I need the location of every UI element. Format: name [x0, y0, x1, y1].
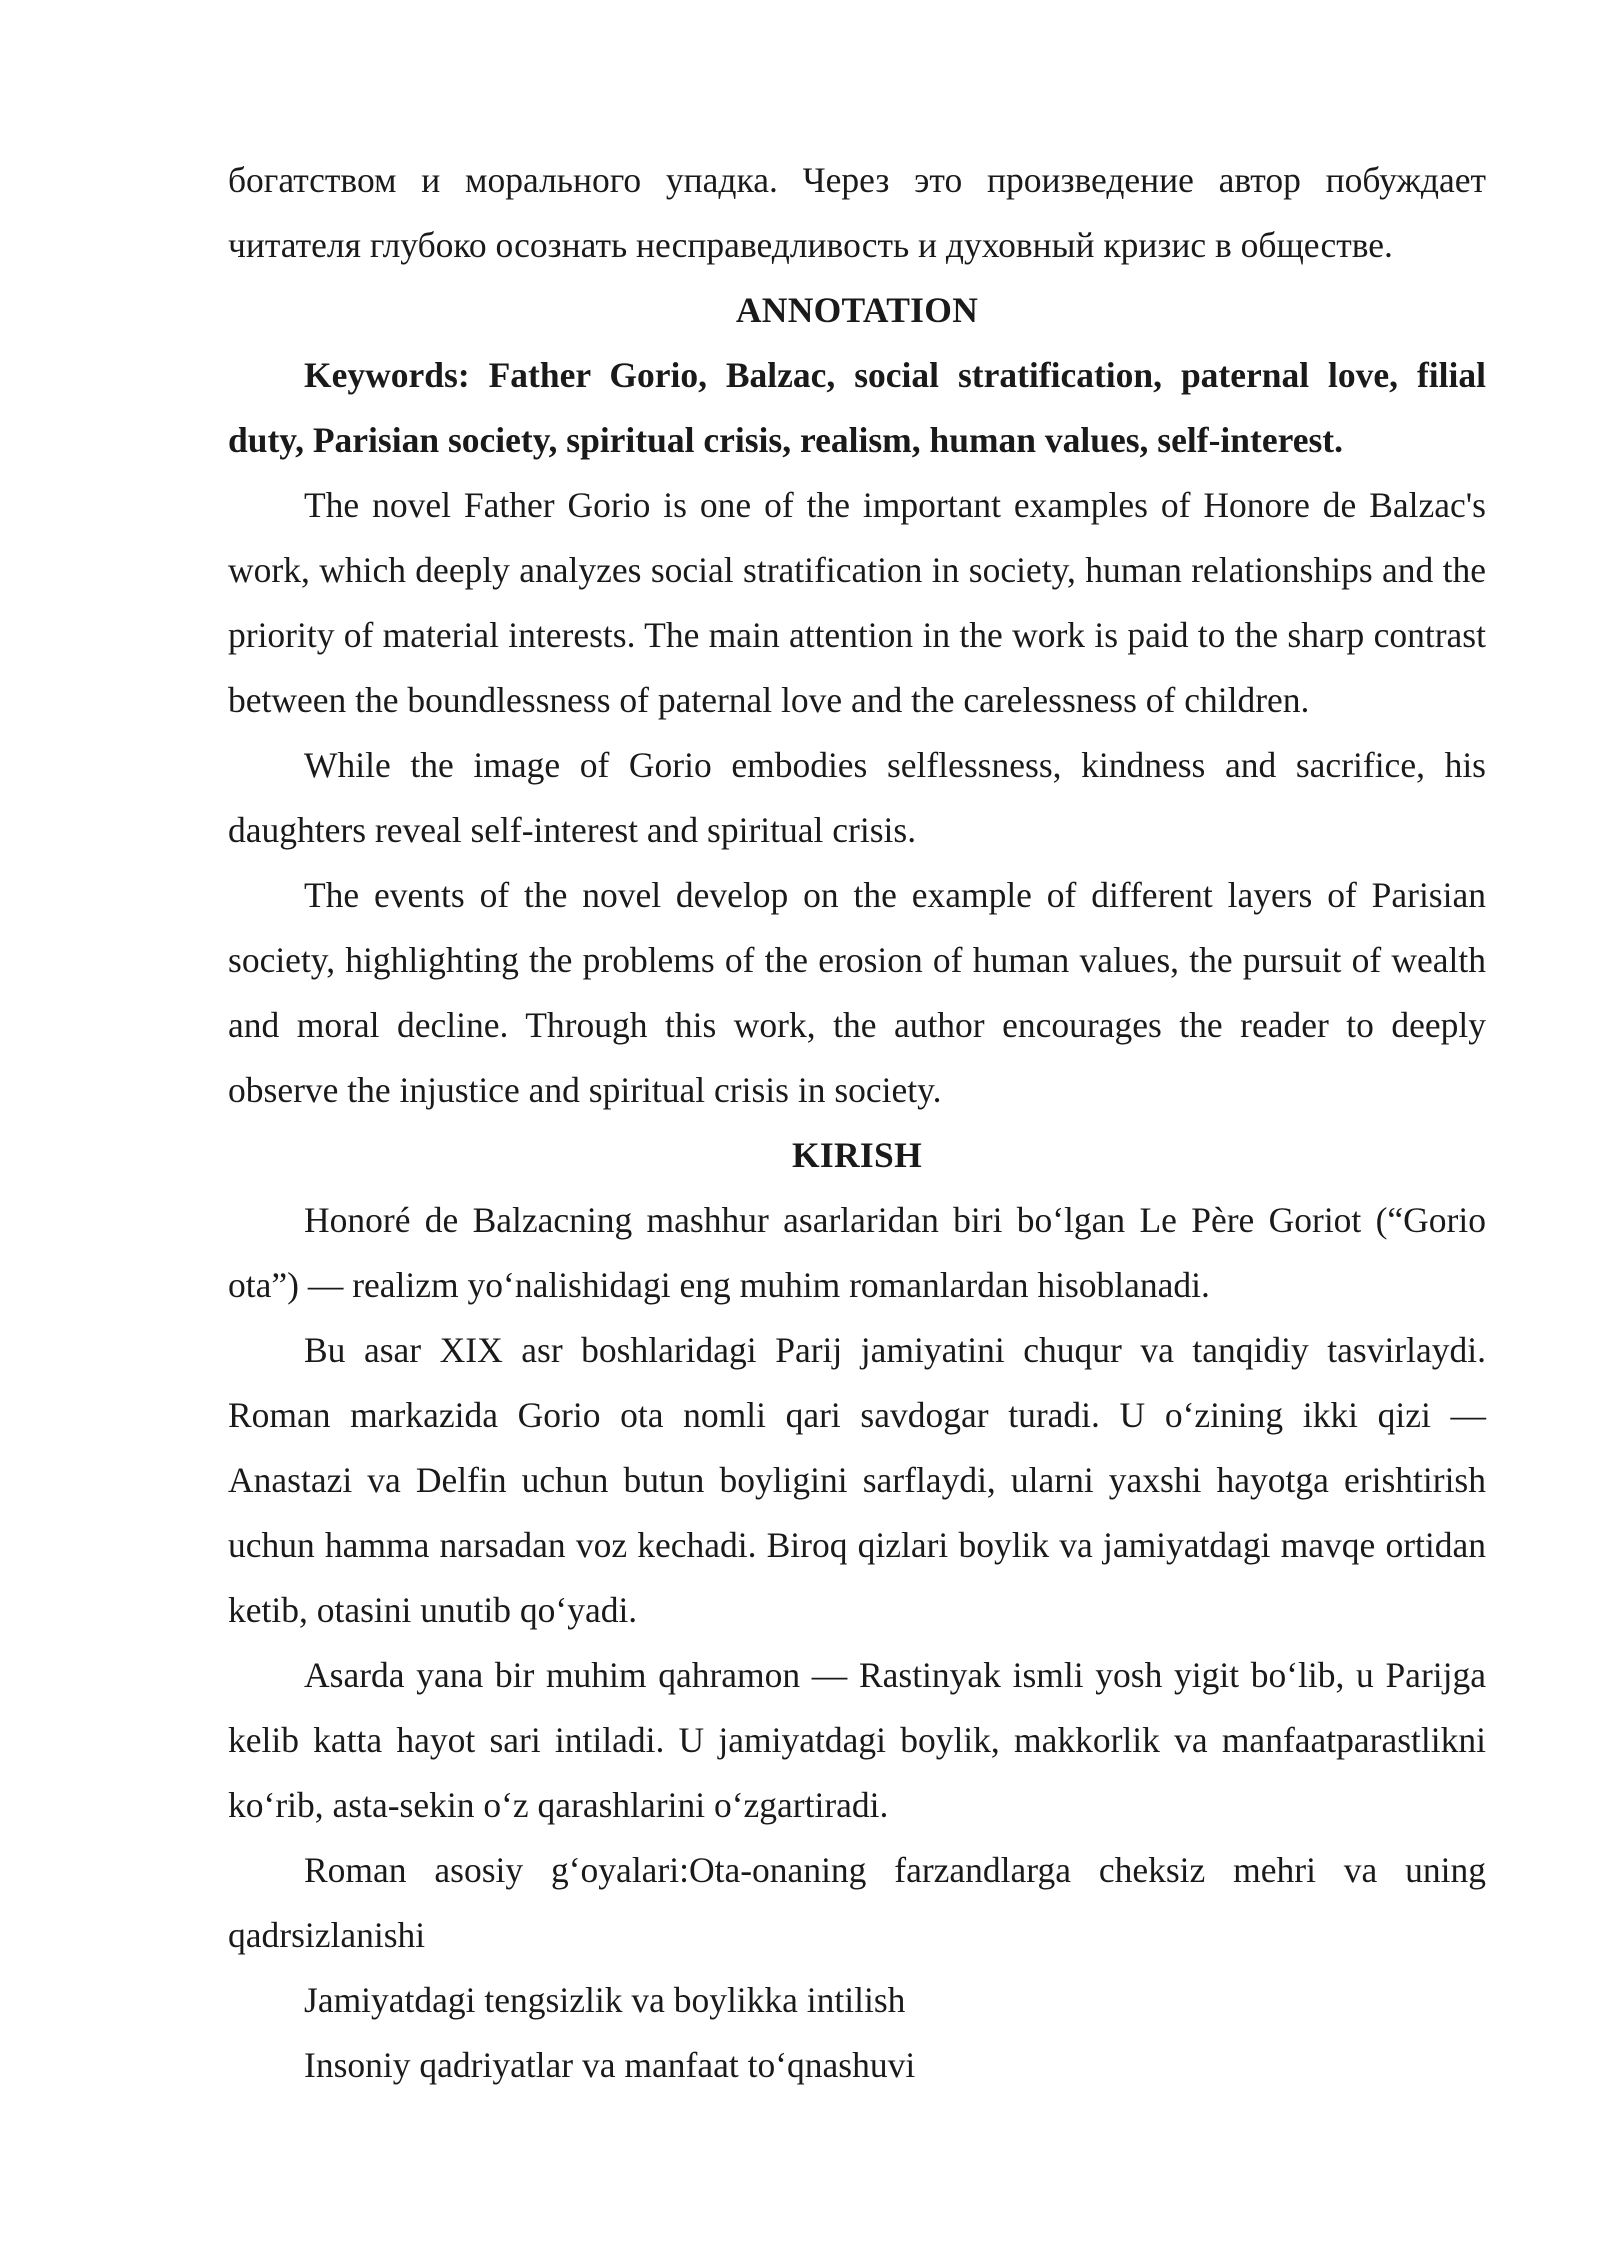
russian-paragraph-tail: богатством и морального упадка. Через это произведение автор побуждает читателя глубоко осознать несправедливость и духовный кризис в обществе. — [228, 160, 1486, 265]
kirish-paragraph-2: Bu asar XIX asr boshlaridagi Parij jamiyatini chuqur va tanqidiy tasvirlaydi. Roman markazida Gorio ota nomli qari savdogar turadi. U o‘zining ikki qizi — Anastazi va Delfin uchun butun boyligini sarflaydi, ularni yaxshi hayotga erishtirish uchun hamma narsadan voz kechadi. Biroq qizlari boylik va jamiyatdagi mavqe ortidan ketib, otasini unutib qo‘yadi. — [228, 1330, 1486, 1630]
kirish-heading: KIRISH — [791, 1135, 923, 1175]
annotation-paragraph-2: While the image of Gorio embodies selflessness, kindness and sacrifice, his daughters reveal self-interest and spiritual crisis. — [228, 745, 1486, 850]
kirish-paragraph-3: Asarda yana bir muhim qahramon — Rastinyak ismli yosh yigit bo‘lib, u Parijga kelib katta hayot sari intiladi. U jamiyatdagi boylik, makkorlik va manfaatparastlikni ko‘rib, asta-sekin o‘z qarashlarini o‘zgartiradi. — [228, 1655, 1486, 1825]
annotation-paragraph-3: The events of the novel develop on the example of different layers of Parisian society, highlighting the problems of the erosion of human values, the pursuit of wealth and moral decline. Through this work, the author encourages the reader to deeply observe the injustice and spiritual crisis in society. — [228, 875, 1486, 1110]
annotation-heading: ANNOTATION — [735, 290, 979, 330]
document-page — [228, 148, 1486, 2098]
kirish-paragraph-4: Roman asosiy g‘oyalari:Ota-onaning farzandlarga cheksiz mehri va uning qadrsizlanishi — [228, 1850, 1486, 1955]
kirish-line-2: Insoniy qadriyatlar va manfaat to‘qnashuvi — [304, 2045, 916, 2085]
kirish-line-1: Jamiyatdagi tengsizlik va boylikka intilish — [304, 1980, 906, 2020]
keywords-paragraph: Keywords: Father Gorio, Balzac, social stratification, paternal love, filial duty, Parisian society, spiritual crisis, realism, human values, self-interest. — [228, 355, 1486, 460]
kirish-paragraph-1: Honoré de Balzacning mashhur asarlaridan biri bo‘lgan Le Père Goriot (“Gorio ota”) — realizm yo‘nalishidagi eng muhim romanlardan hisoblanadi. — [228, 1200, 1486, 1305]
annotation-paragraph-1: The novel Father Gorio is one of the important examples of Honore de Balzac's work, which deeply analyzes social stratification in society, human relationships and the priority of material interests. The main attention in the work is paid to the sharp contrast between the boundlessness of paternal love and the carelessness of children. — [228, 485, 1486, 720]
